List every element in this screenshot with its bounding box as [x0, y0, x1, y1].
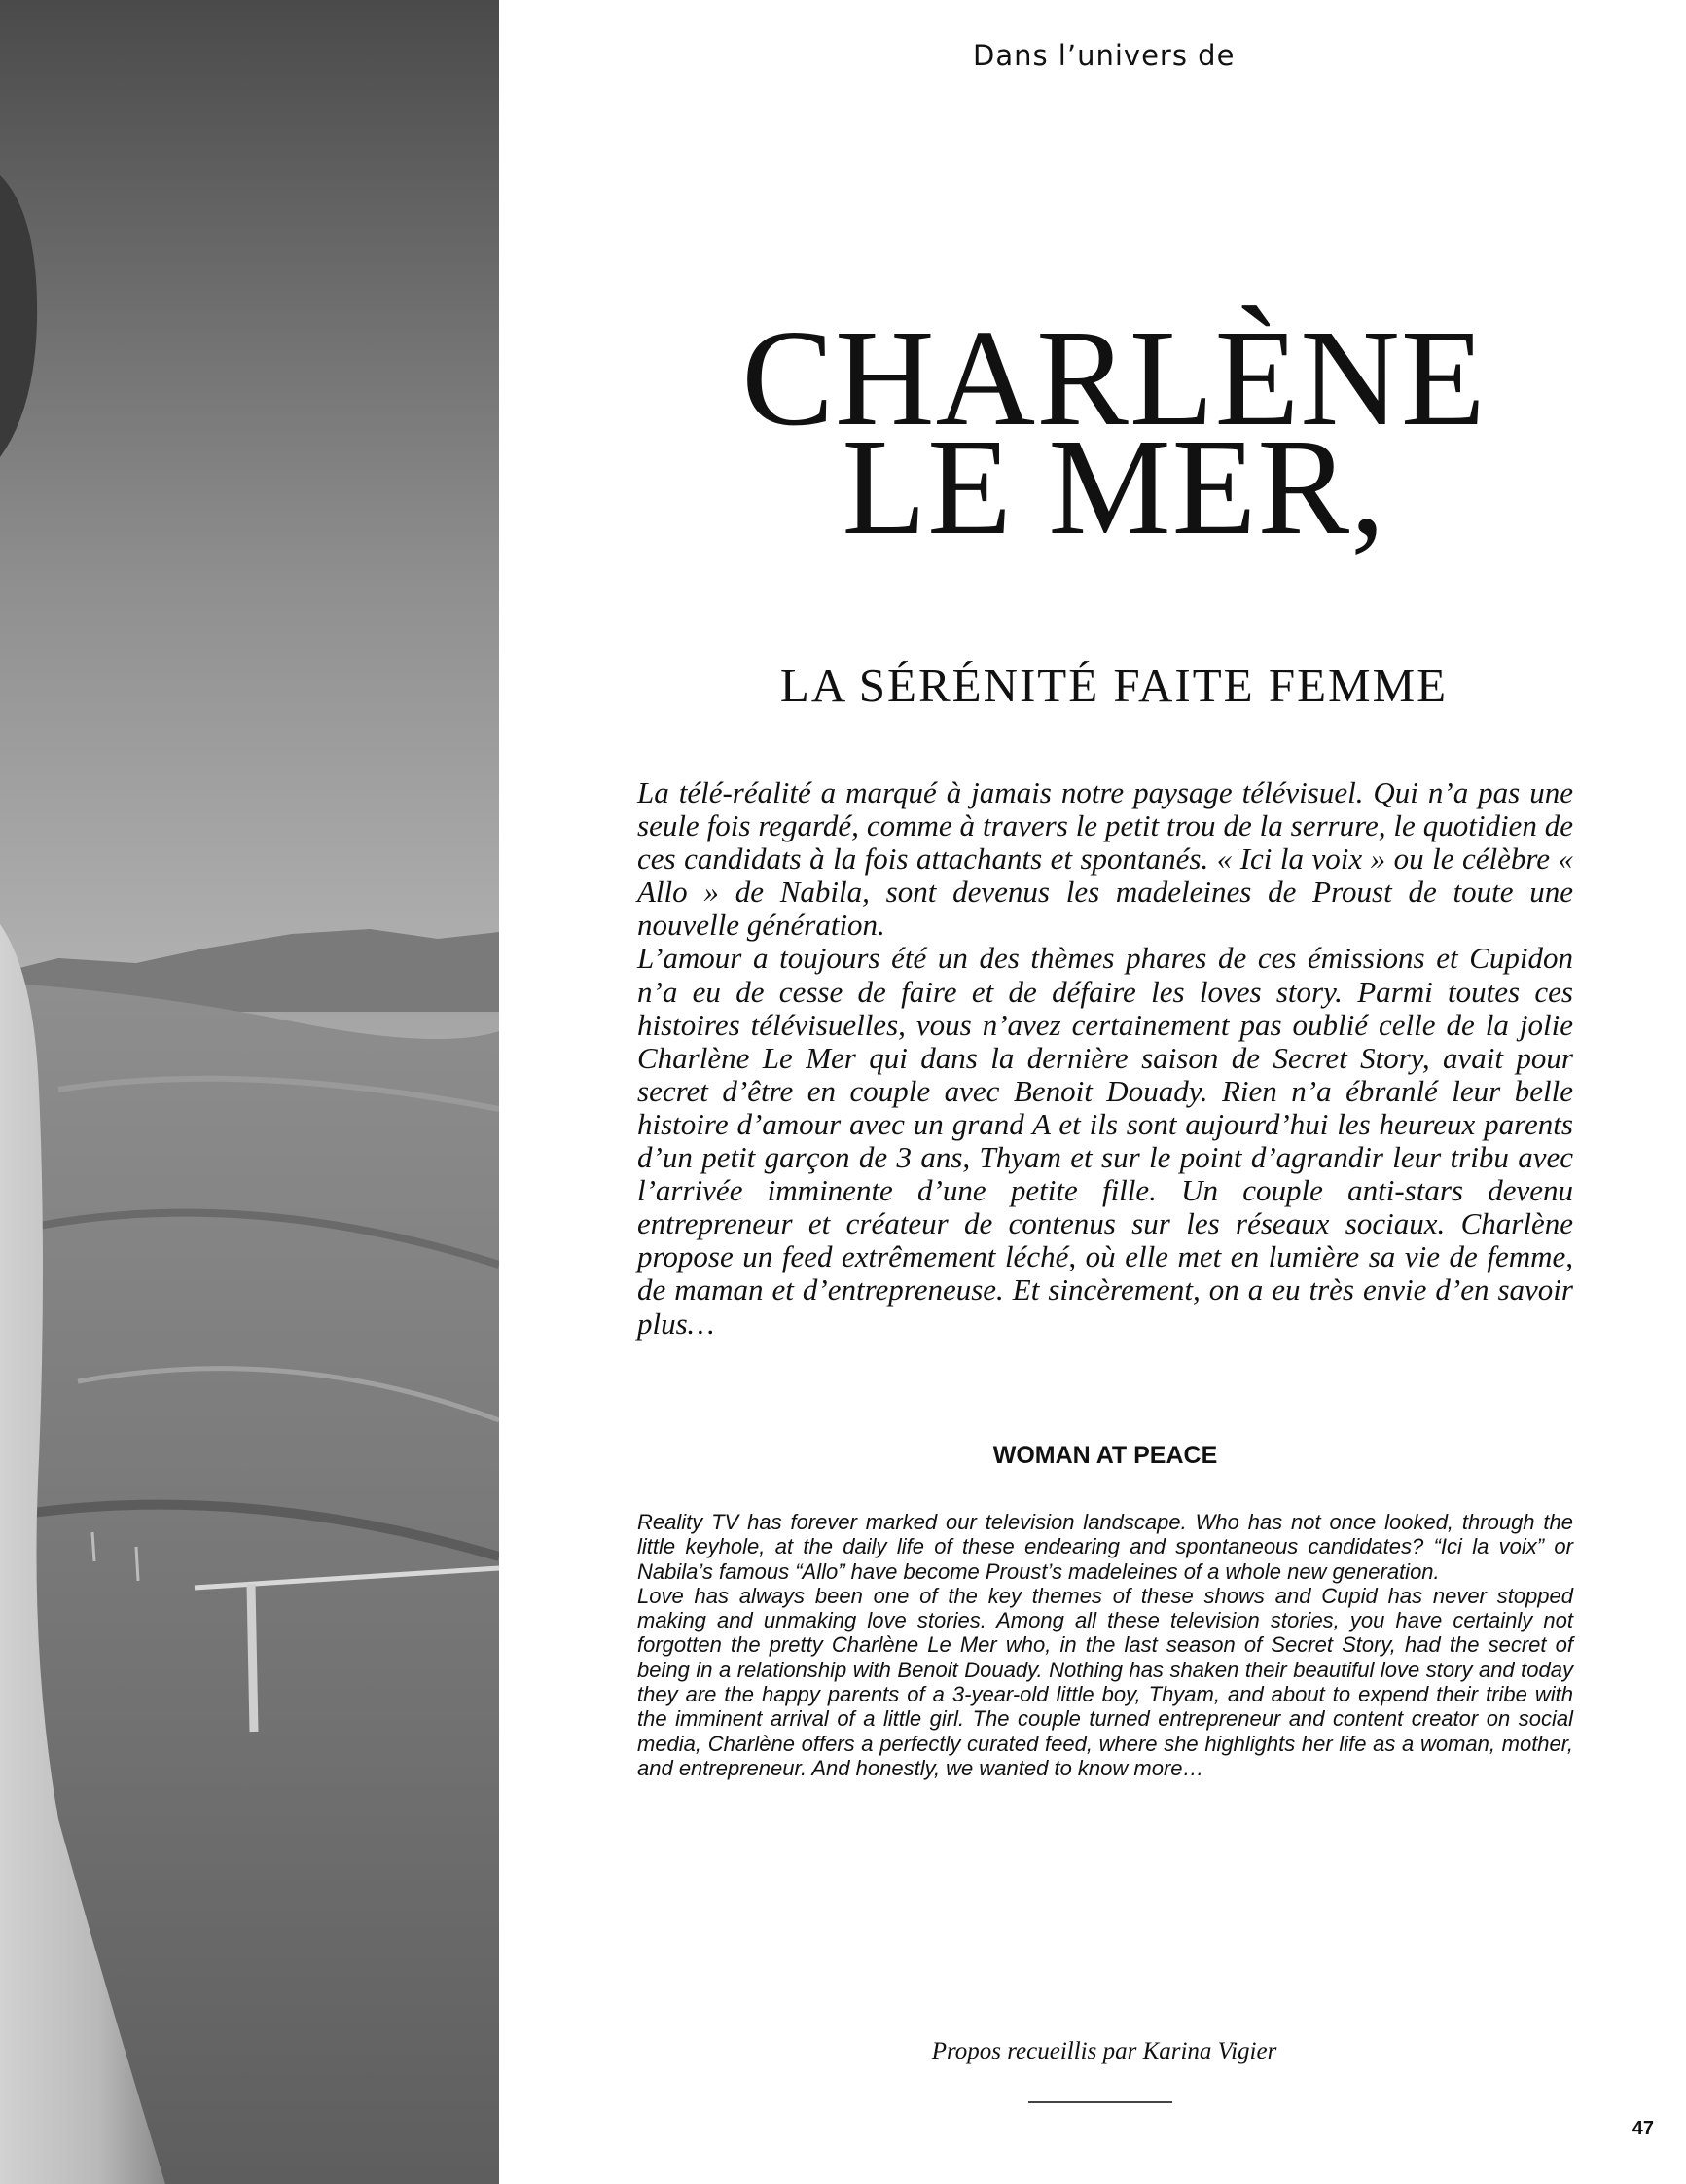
french-paragraph: La télé-réalité a marqué à jamais notre paysage télévisuel. Qui n’a pas une seule fois regardé, comme à travers le petit trou de la serrure, le quotidien de ces candidats à la fois attachants et spontanés. « Ici la voix » ou le célèbre « Allo » de Nabila, sont devenus les madeleines de Proust de toute une nouvelle génération.	[637, 775, 1573, 943]
english-paragraph: Reality TV has forever marked our television landscape. Who has not once looked, through the little keyhole, at the daily life of these endearing and spontaneous candidates? “Ici la voix” or Nabila’s famous “Allo” have become Proust’s madeleines of a whole new generation.	[637, 1510, 1573, 1584]
cover-photo	[0, 0, 499, 2184]
interview-credit: Propos recueillis par Karina Vigier	[931, 2038, 1277, 2064]
title-line-2: LE MER,	[842, 410, 1386, 563]
english-intro	[637, 1510, 1573, 1780]
title-line-1: CHARLÈNE	[741, 301, 1487, 454]
credit-divider	[1028, 2101, 1172, 2103]
french-paragraph: L’amour a toujours été un des thèmes phares de ces émissions et Cupidon n’a eu de cesse de faire et de défaire les loves story. Parmi toutes ces histoires télévisuelles, vous n’avez certainement pas oublié celle de la jolie Charlène Le Mer qui dans la dernière saison de Secret Story, avait pour secret d’être en couple avec Benoit Douady. Rien n’a ébranlé leur belle histoire d’amour avec un grand A et ils sont aujourd’hui les heureux parents d’un petit garçon de 3 ans, Thyam et sur le point d’agrandir leur tribu avec l’arrivée imminente d’une petite fille. Un couple anti-stars devenu entrepreneur et créateur de contenus sur les réseaux sociaux. Charlène propose un feed extrêmement léché, où elle met en lumière sa vie de femme, de maman et d’entrepreneuse. Et sincèrement, on a eu très envie d’en savoir plus…	[637, 941, 1573, 1341]
english-heading: WOMAN AT PEACE	[992, 1442, 1218, 1469]
article-subtitle: LA SÉRÉNITÉ FAITE FEMME	[779, 659, 1449, 712]
article-title	[584, 301, 1644, 563]
section-kicker: Dans l’univers de	[973, 39, 1236, 72]
landscape-photo-illustration	[0, 0, 499, 2184]
page-number: 47	[1632, 2118, 1654, 2139]
french-intro	[637, 776, 1573, 1341]
english-paragraph: Love has always been one of the key themes of these shows and Cupid has never stopped making and unmaking love stories. Among all these television stories, you have certainly not forgotten the pretty Charlène Le Mer who, in the last season of Secret Story, had the secret of being in a relationship with Benoit Douady. Nothing has shaken their beautiful love story and today they are the happy parents of a 3-year-old little boy, Thyam, and about to expend their tribe with the imminent arrival of a little girl. The couple turned entrepreneur and content creator on social media, Charlène offers a perfectly curated feed, where she highlights her life as a woman, mother, and entrepreneur. And honestly, we wanted to know more…	[637, 1583, 1573, 1780]
